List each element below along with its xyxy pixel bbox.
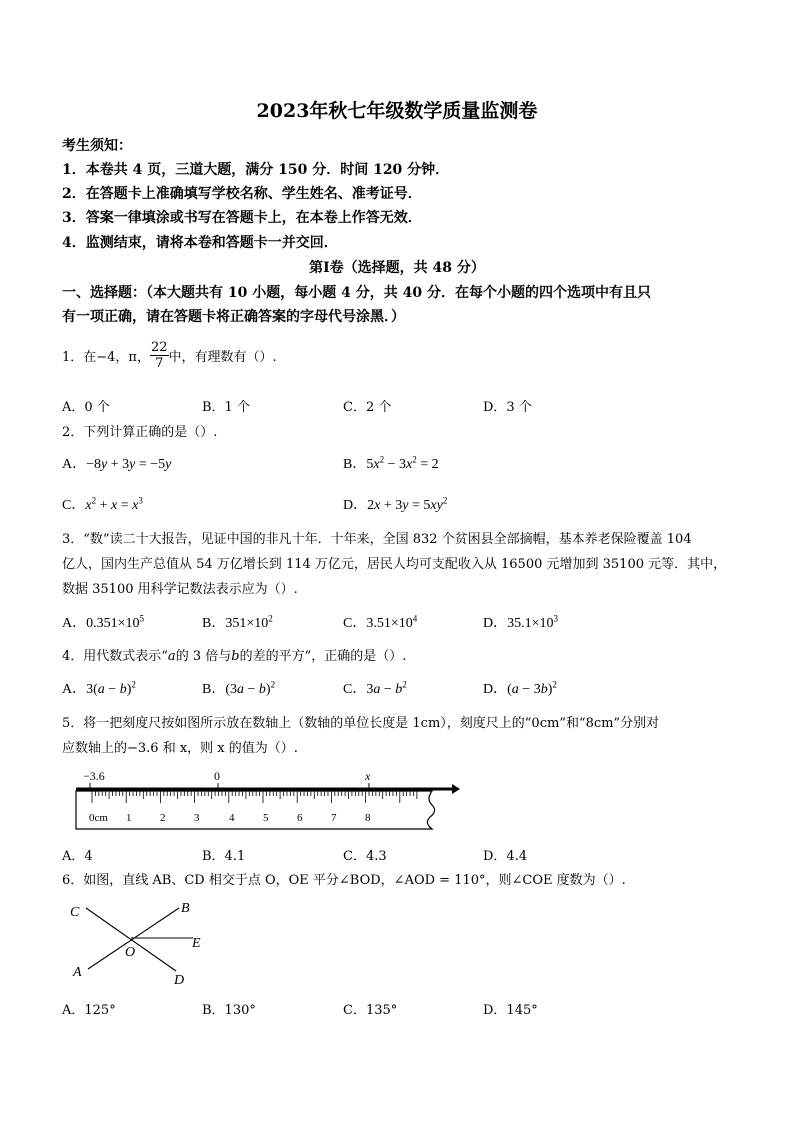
notice-item-1: 1．本卷共 4 页，三道大题，满分 150 分．时间 120 分钟．: [62, 162, 450, 178]
q4-var-a: a: [167, 649, 176, 664]
ruler-label-3: 3: [194, 812, 200, 824]
q1-frac-denominator: 7: [155, 356, 164, 371]
question-3-line3: 数据 35100 用科学记数法表示应为（）.: [62, 582, 298, 597]
ruler-label-5: 5: [263, 812, 269, 824]
question-3-line1: 3．“数”读二十大报告，见证中国的非凡十年．十年来，全国 832 个贫困县全部摘帽，基本养老保险覆盖 104: [62, 532, 692, 547]
q4-option-b: B．$(3a - b)^2$: [202, 679, 276, 697]
q3-c-exponent: 4: [412, 613, 418, 624]
q3-option-a: [62, 612, 144, 632]
q3-option-c: [343, 612, 417, 632]
q2-option-a: A．−8y + 3y = −5y: [62, 457, 172, 472]
q6-option-d: D．145°: [483, 1003, 538, 1018]
q4-stem-b: 的 3 倍与: [175, 649, 232, 664]
q3-a-exponent: 5: [139, 613, 145, 624]
q1-prefix: 1．在−4，π，: [62, 350, 150, 365]
q3-c-mantissa: 3.51×10: [366, 616, 413, 631]
question-3-line2: 亿人，国内生产总值从 54 万亿增长到 114 万亿元，居民人均可支配收入从 16500 元增加到 35100 元等．其中，: [62, 557, 727, 572]
q5-option-c: C．4.3: [343, 849, 387, 864]
ruler-number-line-figure: [60, 765, 460, 837]
ruler-label-6: 6: [297, 812, 303, 824]
q4-label-d: D．: [483, 682, 508, 697]
q6-option-b: B．130°: [202, 1003, 256, 1018]
q1-option-c: C．2 个: [343, 400, 392, 415]
notice-heading: 考生须知：: [62, 138, 132, 154]
axis-label-x: x: [365, 769, 371, 783]
q5-option-b: B．4.1: [202, 849, 246, 864]
q2-label-b: B．: [343, 457, 367, 472]
point-label-e: E: [192, 936, 201, 951]
ruler-label-1: 1: [126, 812, 132, 824]
point-label-b: B: [181, 901, 190, 916]
question-2-stem: 2．下列计算正确的是（）.: [62, 425, 218, 440]
q1-suffix: 中，有理数有（）.: [168, 350, 277, 365]
q4-label-b: B．: [202, 682, 226, 697]
point-label-c: C: [70, 905, 80, 920]
question-6-stem: 6．如图，直线 AB、CD 相交于点 O，OE 平分∠BOD，∠AOD = 110°，则∠COE 度数为（）.: [62, 873, 626, 888]
q4-option-a: A．$3(a - b)^2$: [62, 679, 136, 697]
q3-d-exponent: 3: [553, 613, 559, 624]
q3-label-d: D．: [483, 616, 508, 631]
number-line-arrow: [452, 784, 460, 794]
q3-label-a: A．: [62, 616, 87, 631]
q1-frac-numerator: 22: [150, 340, 168, 355]
q5-option-d: D．4.4: [483, 849, 528, 864]
ruler-label-7: 7: [331, 812, 337, 824]
q5-option-a: A．4: [62, 849, 93, 864]
q2-label-a: A．: [62, 457, 87, 472]
q2-label-d: D．: [343, 498, 368, 513]
question-4-stem: [62, 645, 406, 664]
section-heading-line1: 一、选择题：（本大题共有 10 小题，每小题 4 分，共 40 分．在每个小题的四个选项中有且只: [62, 285, 651, 301]
ruler-label-4: 4: [229, 812, 235, 824]
q3-d-mantissa: 35.1×10: [507, 616, 554, 631]
q1-option-b: B．1 个: [202, 400, 250, 415]
q3-b-mantissa: 351×10: [225, 616, 269, 631]
q4-option-d: D．$(a - 3b)^2$: [483, 679, 557, 697]
intersecting-lines-figure: [66, 895, 216, 990]
notice-item-2: 2．在答题卡上准确填写学校名称、学生姓名、准考证号．: [62, 186, 422, 202]
page-title: 2023年秋七年级数学质量监测卷: [256, 100, 538, 122]
notice-item-3: 3．答案一律填涂或书写在答题卡上，在本卷上作答无效．: [62, 210, 422, 226]
q1-option-d: D．3 个: [483, 400, 532, 415]
q4-stem-a: 4．用代数式表示“: [62, 649, 168, 664]
q2-option-d: D．$2x + 3y = 5xy^2$: [343, 495, 448, 513]
point-label-o: O: [125, 945, 136, 960]
q4-label-a: A．: [62, 682, 87, 697]
axis-label-0: 0: [214, 769, 220, 783]
section-heading-line2: 有一项正确，请在答题卡将正确答案的字母代号涂黑．）: [62, 309, 405, 325]
ruler-label-2: 2: [160, 812, 166, 824]
q3-label-b: B．: [202, 616, 226, 631]
q3-option-b: [202, 612, 273, 632]
point-label-a: A: [73, 965, 82, 980]
ruler-label-8: 8: [365, 812, 371, 824]
ruler-label-0cm: 0cm: [89, 812, 108, 824]
question-5-line1: 5．将一把刻度尺按如图所示放在数轴上（数轴的单位长度是 1cm），刻度尺上的“0cm”和“8cm”分别对: [62, 716, 660, 731]
question-1-stem: [62, 340, 277, 371]
q1-option-a: A．0 个: [62, 400, 110, 415]
q4-option-c: C．$3a - b^2$: [343, 679, 407, 697]
part-title: 第Ⅰ卷（选择题，共 48 分）: [309, 260, 485, 276]
notice-item-4: 4．监测结束，请将本卷和答题卡一并交回．: [62, 235, 338, 251]
q2-label-c: C．: [62, 498, 86, 513]
q1-fraction: [150, 340, 169, 371]
point-label-d: D: [174, 973, 185, 988]
q6-option-c: C．135°: [343, 1003, 398, 1018]
q3-option-d: [483, 612, 558, 632]
q2-option-c: C．$x^2 + x = x^3$: [62, 495, 143, 513]
q2-option-b: B．$5x^2 - 3x^2 = 2$: [343, 454, 439, 472]
q3-label-c: C．: [343, 616, 367, 631]
question-5-line2: 应数轴上的−3.6 和 x，则 x 的值为（）.: [62, 741, 298, 756]
axis-label-minus-3-6: −3.6: [83, 769, 105, 783]
q3-b-exponent: 2: [268, 613, 273, 624]
q6-option-a: A．125°: [62, 1003, 116, 1018]
q4-var-b: b: [231, 649, 240, 664]
q4-stem-c: 的差的平方”，正确的是（）.: [239, 649, 407, 664]
q4-label-c: C．: [343, 682, 367, 697]
q3-a-mantissa: 0.351×10: [86, 616, 140, 631]
